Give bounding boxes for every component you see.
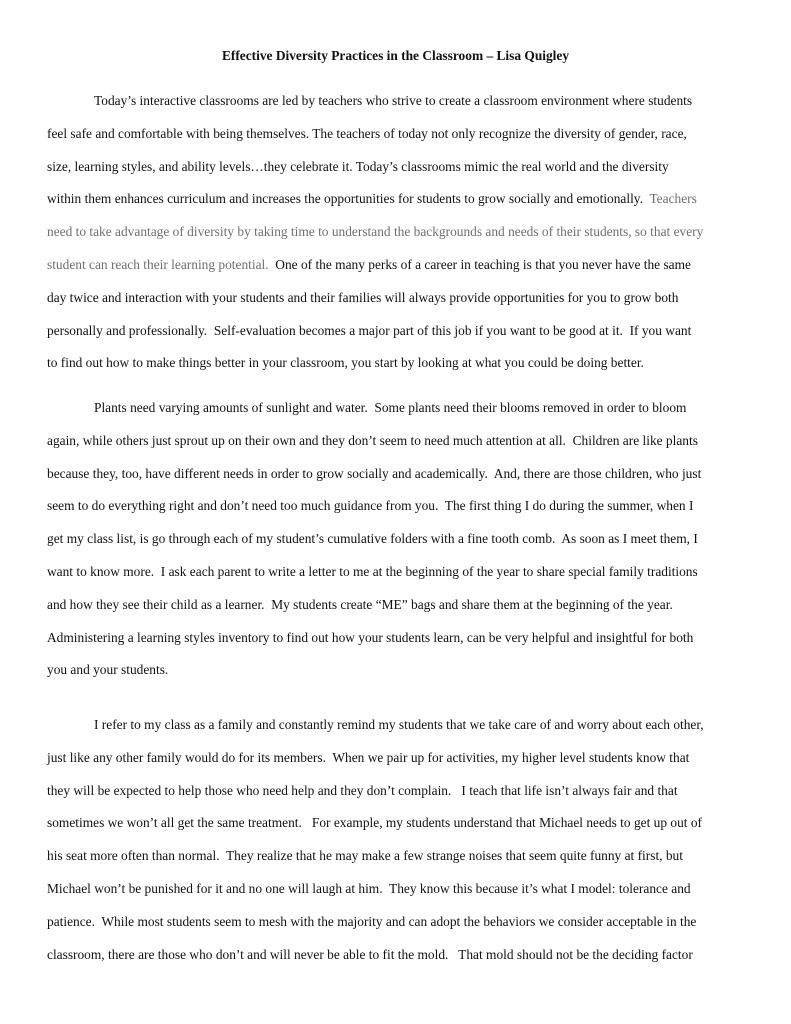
highlighted-text: student can reach their learning potential. (47, 256, 269, 272)
paragraph-line (47, 288, 747, 321)
paragraph-2 (47, 398, 747, 693)
paragraph-line (47, 255, 747, 288)
highlighted-text: Teachers (649, 191, 697, 207)
paragraph-3 (47, 715, 747, 977)
paragraph-1 (47, 91, 747, 386)
line-text: One of the many perks of a career in teaching is that you never have the same (268, 256, 691, 272)
paragraph-line: get my class list, is go through each of my student’s cumulative folders with a fine tooth comb. As soon as I meet them, I (47, 531, 698, 547)
paragraph-line (47, 321, 747, 354)
paragraph-line: because they, too, have different needs in order to grow socially and academically. And, there are those children, who just (47, 465, 702, 481)
paragraph-line: they will be expected to help those who need help and they don’t complain. I teach that life isn’t always fair and that (47, 782, 678, 798)
highlighted-text: need to take advantage of diversity by taking time to understand the backgrounds and needs of their students, so that every (47, 224, 704, 240)
paragraph-line (47, 189, 747, 222)
paragraph-line: again, while others just sprout up on their own and they don’t seem to need much attention at all. Children are like plants (47, 432, 698, 448)
paragraph-line: I refer to my class as a family and constantly remind my students that we take care of and worry about each other, (94, 717, 704, 732)
paragraph-line: just like any other family would do for its members. When we pair up for activities, my higher level students know that (47, 749, 690, 765)
line-text: feel safe and comfortable with being themselves. The teachers of today not only recognize the diversity of gender, race, (47, 125, 687, 141)
paragraph-line: his seat more often than normal. They realize that he may make a few strange noises that seem quite funny at first, but (47, 848, 683, 864)
paragraph-line: Administering a learning styles inventory to find out how your students learn, can be very helpful and insightful for both (47, 629, 694, 645)
paragraph-line: classroom, there are those who don’t and will never be able to fit the mold. That mold should not be the deciding factor (47, 946, 693, 962)
line-text: personally and professionally. Self-evaluation becomes a major part of this job if you want to be good at it. If you want (47, 322, 692, 338)
paragraph-line: patience. While most students seem to mesh with the majority and can adopt the behaviors we consider acceptable in the (47, 913, 697, 929)
line-text: size, learning styles, and ability levels…they celebrate it. Today’s classrooms mimic the real world and the diversity (47, 158, 669, 174)
document-title: Effective Diversity Practices in the Classroom – Lisa Quigley (221, 48, 570, 63)
paragraph-line: Plants need varying amounts of sunlight and water. Some plants need their blooms removed in order to bloom (94, 400, 687, 415)
paragraph-line (47, 353, 747, 386)
line-text: to find out how to make things better in your classroom, you start by looking at what you could be doing better. (47, 355, 644, 371)
paragraph-line (47, 222, 747, 255)
paragraph-line (47, 157, 747, 190)
paragraph-line: you and your students. (47, 662, 169, 678)
paragraph-line: want to know more. I ask each parent to write a letter to me at the beginning of the year to share special family traditions (47, 563, 698, 579)
paragraph-line (47, 91, 747, 124)
line-text: day twice and interaction with your students and their families will always provide opportunities for you to grow both (47, 289, 679, 305)
paragraph-line: seem to do everything right and don’t need too much guidance from you. The first thing I do during the summer, when I (47, 498, 694, 514)
paragraph-line (47, 124, 747, 157)
line-text: Today’s interactive classrooms are led by teachers who strive to create a classroom environment where students (94, 93, 693, 108)
paragraph-line: Michael won’t be punished for it and no one will laugh at him. They know this because it’s what I model: tolerance and (47, 880, 691, 896)
paragraph-line: and how they see their child as a learner. My students create “ME” bags and share them at the beginning of the year. (47, 596, 673, 612)
paragraph-line: sometimes we won’t all get the same treatment. For example, my students understand that Michael needs to get up out of (47, 815, 702, 831)
line-text: within them enhances curriculum and increases the opportunities for students to grow socially and emotionally. (47, 191, 650, 207)
